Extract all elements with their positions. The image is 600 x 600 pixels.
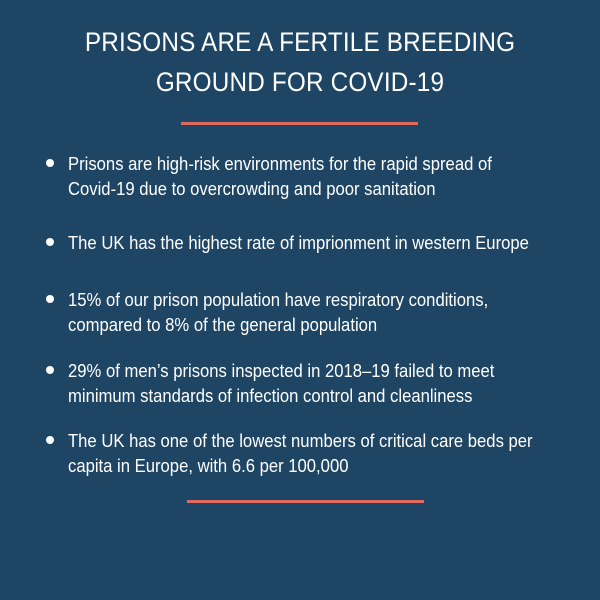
bullet-dot-icon (46, 436, 54, 444)
bullet-text: Prisons are high-risk environments for the rapid spread of Covid-19 due to overcrowding and poor sanitation (68, 153, 492, 199)
page-title (84, 22, 516, 102)
bullet-dot-icon (46, 366, 54, 374)
bullet-text: The UK has one of the lowest numbers of critical care beds per capita in Europe, with 6.6 per 100,000 (68, 430, 533, 476)
bullet-dot-icon (46, 159, 54, 167)
title-line-2: GROUND FOR COVID-19 (155, 67, 445, 97)
bullet-dot-icon (46, 238, 54, 246)
title-line-1: PRISONS ARE A FERTILE BREEDING (84, 27, 516, 57)
bullet-text: 15% of our prison population have respiratory conditions, compared to 8% of the general population (68, 289, 489, 335)
top-divider (181, 122, 418, 125)
bullet-text: The UK has the highest rate of imprionment in western Europe (68, 232, 529, 253)
bullet-dot-icon (46, 295, 54, 303)
bullet-text: 29% of men’s prisons inspected in 2018–19 failed to meet minimum standards of infection control and cleanliness (68, 360, 495, 406)
bottom-divider (187, 500, 424, 503)
